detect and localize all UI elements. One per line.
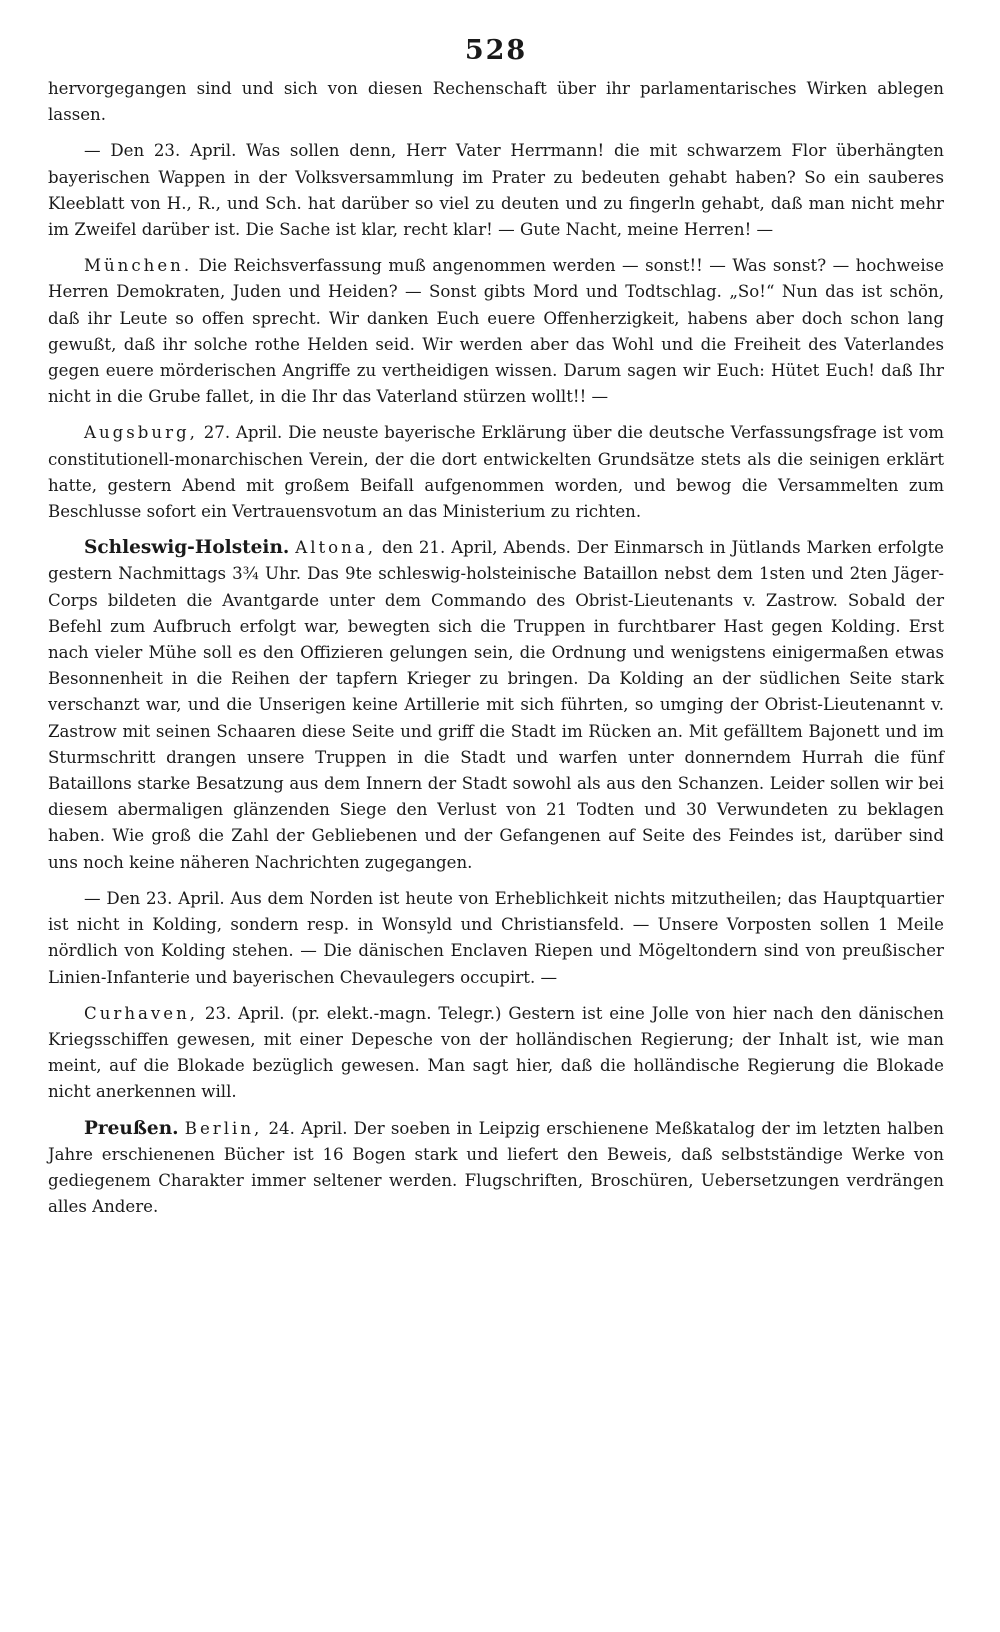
place-name: Altona, bbox=[295, 538, 377, 558]
place-name: München. bbox=[84, 256, 193, 276]
paragraph-text: Die Reichsverfassung muß angenommen werden — sonst!! — Was sonst? — hochweise Herren Demokraten, Juden und Heiden? — Sonst gibts Mord und Todtschlag. „So!“ Nun das ist schön, daß ihr Leute so offen sprecht. Wir danken Euch euere Offenherzigkeit, habens aber doch schon lang gewußt, daß ihr solche rothe Helden seid. Wir werden aber das Wohl und die Freiheit des Vaterlandes gegen euere mörderischen Angriffe zu vertheidigen wissen. Darum sagen wir Euch: Hütet Euch! daß Ihr nicht in die Grube fallet, in die Ihr das Vaterland stürzen wollt!! — bbox=[48, 256, 944, 407]
section-heading: Preußen. bbox=[84, 1117, 179, 1139]
paragraph-text: — Den 23. April. Was sollen denn, Herr Vater Herrmann! die mit schwarzem Flor überhängten bayerischen Wappen in der Volksversammlung im Prater zu bedeuten gehabt haben? So ein sauberes Kleeblatt von H., R., und Sch. hat darüber so viel zu deuten und zu fingerln gehabt, daß man nicht mehr im Zweifel darüber ist. Die Sache ist klar, recht klar! — Gute Nacht, meine Herren! — bbox=[48, 141, 944, 240]
paragraph-den-23-april-norden bbox=[48, 886, 944, 991]
paragraph-text: 27. April. Die neuste bayerische Erklärung über die deutsche Verfassungsfrage ist vom constitutionell-monarchischen Verein, der die dort entwickelten Grundsätze stets als die seinigen erklärt hatte, gestern Abend mit großem Beifall aufgenommen worden, und bewog die Versammelten zum Beschlusse sofort ein Vertrauensvotum an das Ministerium zu richten. bbox=[48, 423, 944, 522]
paragraph-text: hervorgegangen sind und sich von diesen Rechenschaft über ihr parlamentarisches Wirken ablegen lassen. bbox=[48, 79, 944, 125]
paragraph-schleswig-holstein bbox=[48, 535, 944, 876]
paragraph-text: — Den 23. April. Aus dem Norden ist heute von Erheblichkeit nichts mitzutheilen; das Hauptquartier ist nicht in Kolding, sondern resp. in Wonsyld und Christiansfeld. — Unsere Vorposten sollen 1 Meile nördlich von Kolding stehen. — Die dänischen Enclaven Riepen und Mögeltondern sind von preußischer Linien-Infanterie und bayerischen Chevaulegers occupirt. — bbox=[48, 888, 944, 987]
paragraph-continuation bbox=[48, 76, 944, 128]
place-name: Berlin, bbox=[184, 1118, 263, 1138]
section-heading: Schleswig-Holstein. bbox=[84, 537, 290, 559]
paragraph-text: 23. April. (pr. elekt.-magn. Telegr.) Gestern ist eine Jolle von hier nach den dänischen Kriegsschiffen gewesen, mit einer Depesche von der holländischen Regierung; der Inhalt ist, wie man meint, auf die Blokade bezüglich gewesen. Man sagt hier, daß die holländische Regierung die Blokade nicht anerkennen will. bbox=[48, 1003, 944, 1102]
paragraph-preussen bbox=[48, 1116, 944, 1221]
paragraph-text: 24. April. Der soeben in Leipzig erschienene Meßkatalog der im letzten halben Jahre erschienenen Bücher ist 16 Bogen stark und liefert den Beweis, daß selbstständige Werke von gediegenem Charakter immer seltener werden. Flugschriften, Broschüren, Uebersetzungen verdrängen alles Andere. bbox=[48, 1118, 944, 1217]
place-name: Augsburg, bbox=[84, 423, 198, 443]
paragraph-curhaven bbox=[48, 1001, 944, 1106]
paragraph-augsburg bbox=[48, 420, 944, 525]
paragraph-den-23-april bbox=[48, 138, 944, 243]
paragraph-text: den 21. April, Abends. Der Einmarsch in Jütlands Marken erfolgte gestern Nachmittags 3¾ Uhr. Das 9te schleswig-holsteinische Bataillon nebst dem 1sten und 2ten Jäger-Corps bildeten die Avantgarde unter dem Commando des Obrist-Lieutenants v. Zastrow. Sobald der Befehl zum Aufbruch erfolgt war, bewegten sich die Truppen in furchtbarer Hast gegen Kolding. Erst nach vieler Mühe soll es den Offizieren gelungen sein, die Ordnung und wenigstens einigermaßen etwas Besonnenheit in die Reihen der tapfern Krieger zu bringen. Da Kolding an der südlichen Seite stark verschanzt war, und die Unserigen keine Artillerie mit sich führten, so umging der Obrist-Lieutenannt v. Zastrow mit seinen Schaaren diese Seite und griff die Stadt im Rücken an. Mit gefälltem Bajonett und im Sturmschritt drangen unsere Truppen in die Stadt und warfen unter donnerndem Hurrah die fünf Bataillons starke Besatzung aus dem Innern der Stadt sowohl als aus den Schanzen. Leider sollen wir bei diesem abermaligen glänzenden Siege den Verlust von 21 Todten und 30 Verwundeten zu beklagen haben. Wie groß die Zahl der Gebliebenen und der Gefangenen auf Seite des Feindes ist, darüber sind uns noch keine näheren Nachrichten zugegangen. bbox=[48, 538, 944, 872]
page-number: 528 bbox=[464, 35, 528, 66]
paragraph-muenchen bbox=[48, 253, 944, 410]
place-name: Curhaven, bbox=[84, 1003, 199, 1023]
